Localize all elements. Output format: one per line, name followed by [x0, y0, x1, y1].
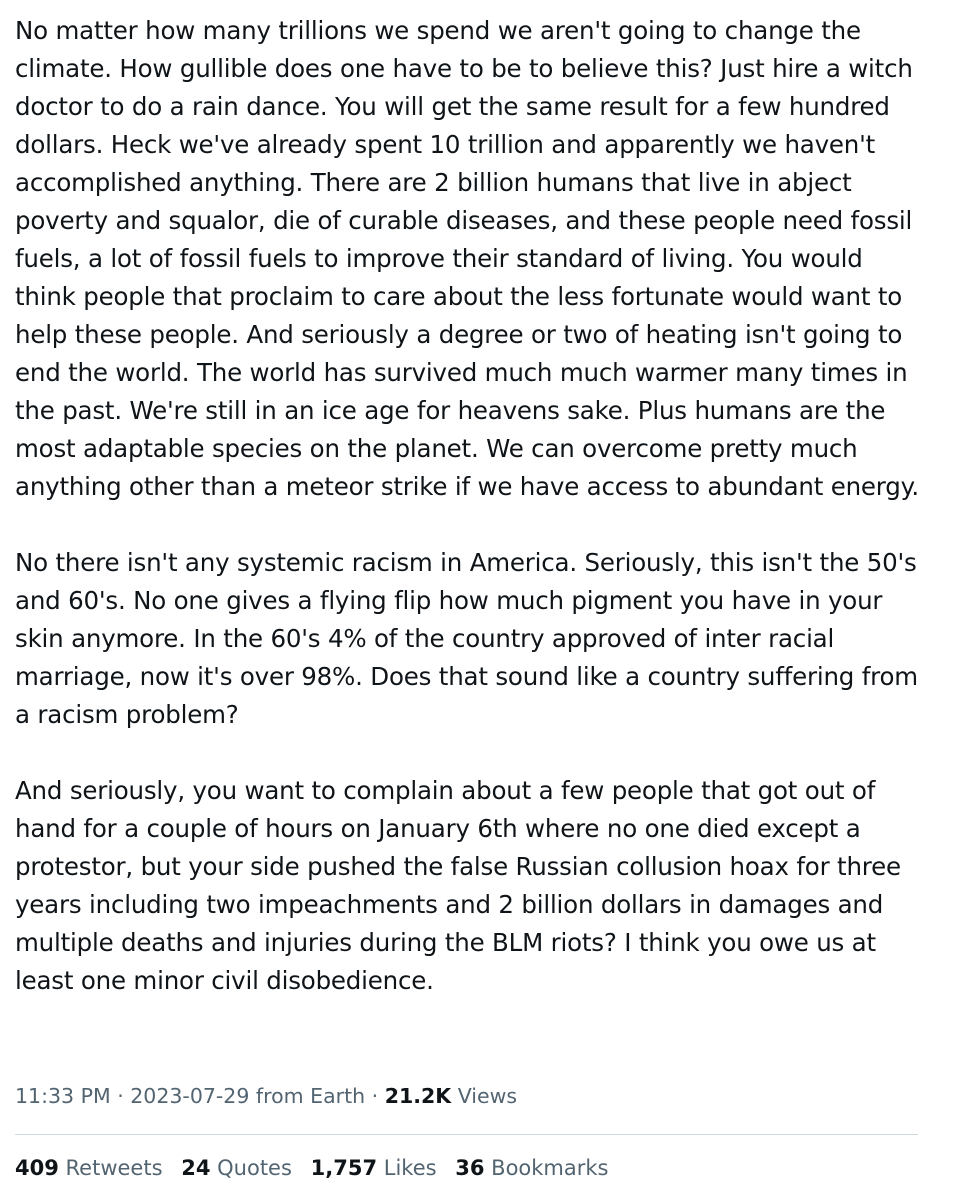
quotes-count: 24 — [181, 1156, 211, 1180]
bookmarks-count: 36 — [455, 1156, 485, 1180]
retweets-count: 409 — [15, 1156, 59, 1180]
likes-count: 1,757 — [310, 1156, 378, 1180]
views-label: Views — [457, 1084, 518, 1108]
tweet-paragraph-climate: No matter how many trillions we spend we aren't going to change the climate. How gullible does one have to be to believe this? Just hire a witch doctor to do a rain dance. You will get the same result for a few hundred dollars. Heck we've already spent 10 trillion and apparently we haven't accomplished anything. There are 2 billion humans that live in abject poverty and squalor, die of curable diseases, and these people need fossil fuels, a lot of fossil fuels to improve their standard of living. You would think people that proclaim to care about the less fortunate would want to help these people. And seriously a degree or two of heating isn't going to end the world. The world has survived much much warmer many times in the past. We're still in an ice age for heavens sake. Plus humans are the most adaptable species on the planet. We can overcome pretty much anything other than a meteor strike if we have access to abundant energy. — [15, 16, 921, 501]
bookmarks-stat[interactable] — [455, 1152, 608, 1184]
engagement-stats — [15, 1152, 621, 1184]
tweet-time[interactable]: 11:33 PM — [15, 1084, 111, 1108]
retweets-label: Retweets — [65, 1156, 163, 1180]
tweet-text — [15, 12, 925, 1038]
bookmarks-label: Bookmarks — [491, 1156, 609, 1180]
likes-stat[interactable] — [311, 1152, 437, 1184]
meta-separator: · — [371, 1084, 379, 1108]
quotes-label: Quotes — [217, 1156, 292, 1180]
divider — [15, 1134, 918, 1135]
retweets-stat[interactable] — [15, 1152, 163, 1184]
quotes-stat[interactable] — [181, 1152, 292, 1184]
meta-separator: · — [117, 1084, 124, 1108]
tweet-paragraph-january-6th: And seriously, you want to complain about a few people that got out of hand for a couple of hours on January 6th where no one died except a protestor, but your side pushed the false Russian collusion hoax for three years including two impeachments and 2 billion dollars in damages and multiple deaths and injuries during the BLM riots? I think you owe us at least one minor civil disobedience. — [15, 776, 909, 995]
views-count: 21.2K — [384, 1084, 452, 1108]
tweet-date[interactable]: 2023-07-29 — [130, 1084, 250, 1108]
tweet-paragraph-racism: No there isn't any systemic racism in America. Seriously, this isn't the 50's and 60's. No one gives a flying flip how much pigment you have in your skin anymore. In the 60's 4% of the country approved of inter racial marriage, now it's over 98%. Does that sound like a country suffering from a racism problem? — [15, 548, 926, 729]
tweet-source: from Earth — [255, 1084, 366, 1108]
likes-label: Likes — [383, 1156, 437, 1180]
tweet-metadata — [15, 1080, 517, 1112]
